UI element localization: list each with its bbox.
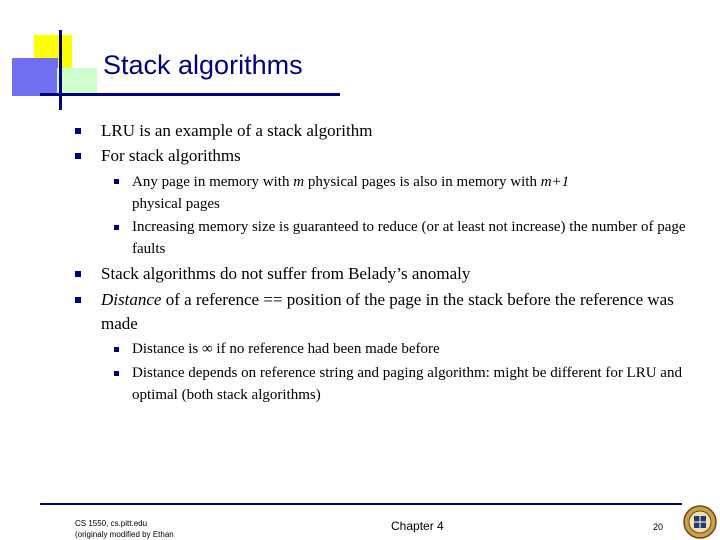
footer-chapter: Chapter 4 [391, 519, 444, 533]
bullet-2-2: Increasing memory size is guaranteed to reduce (or at least not increase) the number of page faults [132, 219, 686, 257]
bullet-2-1-m: m [293, 174, 305, 190]
bullet-4-text: of a reference == position of the page in the stack before the reference was made [101, 290, 674, 333]
bullet-2-1-text-b: physical pages is also in memory with [307, 174, 537, 190]
bullet-marker [75, 297, 81, 303]
footer-course-line1: CS 1550, cs.pitt.edu [75, 519, 148, 528]
bullet-4-emphasis: Distance [101, 290, 162, 309]
bullet-2: For stack algorithms [101, 146, 241, 165]
decor-blue-square [12, 58, 58, 96]
bullet-2-1-text-c: physical pages [132, 196, 220, 212]
university-seal-icon [682, 505, 718, 539]
footer-rule [40, 503, 682, 505]
bullet-marker [75, 128, 81, 134]
page-number: 20 [653, 522, 664, 532]
bullet-marker [114, 179, 119, 184]
decor-horizontal-line [40, 93, 340, 96]
bullet-marker [75, 153, 81, 159]
bullet-marker [114, 371, 119, 376]
footer-course-line2: (originaly modified by Ethan [75, 530, 174, 539]
bullet-2-1 [132, 171, 692, 215]
bullet-4 [101, 288, 681, 336]
footer-course [75, 518, 174, 540]
bullet-2-1-text-a: Any page in memory with [132, 174, 290, 190]
bullet-2-1-m1: m+1 [540, 174, 570, 190]
bullet-4-2: Distance depends on reference string and paging algorithm: might be different for LRU and optimal (both stack algorithms) [132, 365, 682, 403]
bullet-marker [114, 225, 119, 230]
bullet-marker [75, 271, 81, 277]
bullet-3: Stack algorithms do not suffer from Belady’s anomaly [101, 264, 471, 283]
bullet-marker [114, 347, 119, 352]
decor-green-square [57, 68, 97, 96]
bullet-1: LRU is an example of a stack algorithm [101, 121, 373, 140]
slide-title: Stack algorithms [103, 50, 303, 80]
bullet-4-1: Distance is ∞ if no reference had been made before [132, 341, 440, 357]
decor-vertical-line [59, 30, 62, 110]
